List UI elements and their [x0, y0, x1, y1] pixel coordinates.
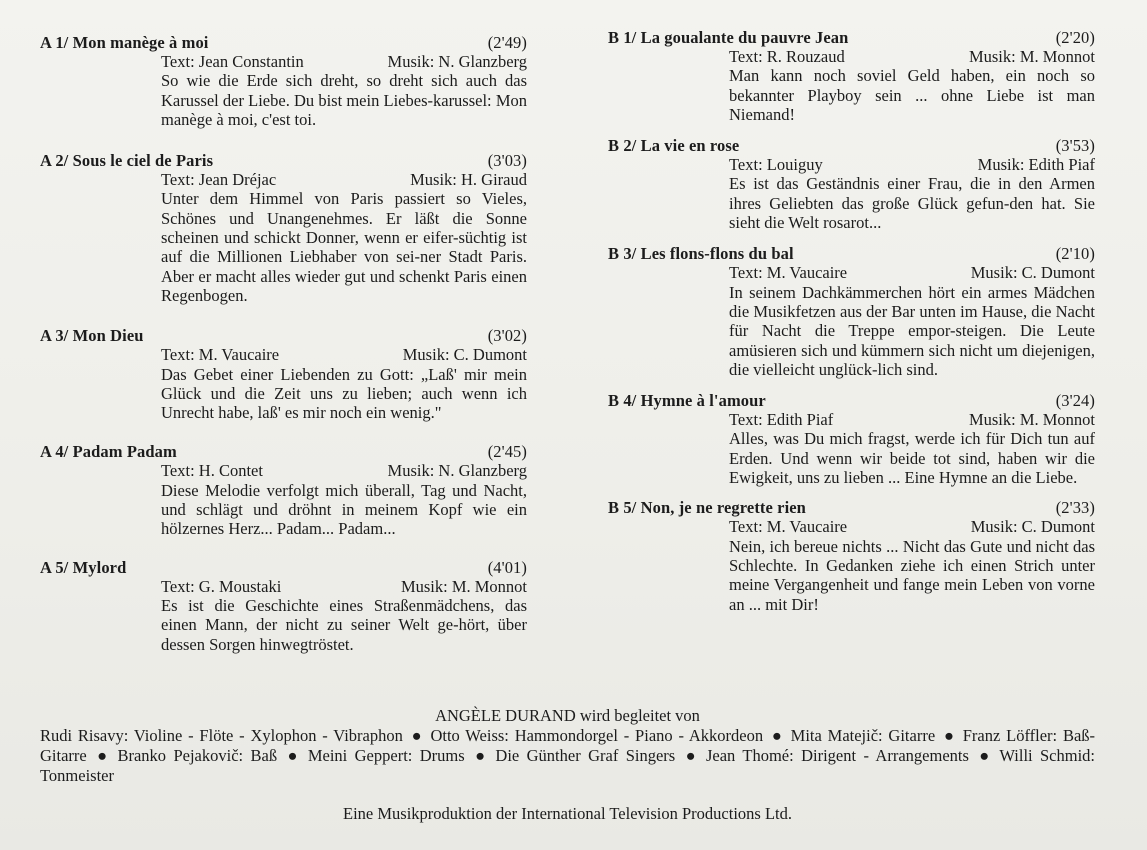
track-body [161, 577, 527, 654]
track-a2 [40, 151, 527, 305]
track-duration: (2'49) [487, 33, 527, 52]
track-body [729, 155, 1095, 232]
track-title: Non, je ne regrette rien [640, 498, 806, 518]
bullet-separator: ● [943, 726, 954, 745]
track-heading-title [40, 442, 177, 461]
track-body [729, 47, 1095, 124]
musician-credit: Branko Pejakovič: Baß [117, 746, 278, 765]
track-credits [161, 461, 527, 480]
track-duration: (3'02) [487, 326, 527, 346]
track-description: So wie die Erde sich dreht, so dreht sich auch das Karussel der Liebe. Du bist mein Liebes-karussel: Mon manège à moi, c'est toi. [161, 71, 527, 129]
lyricist-credit: Text: M. Vaucaire [729, 517, 848, 537]
track-title: Mylord [72, 557, 127, 577]
artist-line: ANGÈLE DURAND wird begleitet von [435, 706, 700, 725]
bullet-separator: ● [97, 746, 108, 765]
composer-credit: Musik: N. Glanzberg [387, 461, 527, 481]
track-heading [40, 151, 527, 170]
composer-credit: Musik: M. Monnot [400, 576, 527, 596]
track-heading-title [40, 558, 126, 577]
track-body [161, 52, 527, 129]
track-code: A 2/ [40, 151, 69, 171]
track-heading-title [40, 326, 144, 345]
composer-credit: Musik: C. Dumont [402, 345, 527, 365]
track-code: B 1/ [608, 28, 637, 47]
track-heading [608, 391, 1095, 410]
track-duration: (3'03) [487, 151, 527, 171]
track-body [729, 410, 1095, 487]
track-heading [40, 33, 527, 52]
track-heading [40, 558, 527, 577]
track-body [729, 517, 1095, 613]
track-code: A 5/ [40, 557, 69, 577]
track-credits [161, 52, 527, 71]
composer-credit: Musik: C. Dumont [970, 263, 1095, 283]
track-code: B 5/ [608, 498, 637, 518]
musician-credit: Jean Thomé: Dirigent - Arrangements [705, 746, 969, 765]
track-heading-title [608, 28, 848, 47]
lyricist-credit: Text: M. Vaucaire [729, 263, 848, 283]
bullet-separator: ● [411, 726, 422, 745]
lyricist-credit: Text: R. Rouzaud [729, 47, 845, 66]
track-code: B 3/ [608, 244, 637, 264]
track-heading-title [608, 136, 739, 155]
track-heading [608, 498, 1095, 517]
lyricist-credit: Text: Jean Dréjac [161, 170, 277, 190]
lyricist-credit: Text: Louiguy [729, 155, 823, 175]
track-code: A 1/ [40, 33, 69, 52]
musician-credit: Franz Löffler: Baß-Gitarre [40, 726, 1096, 765]
track-heading-title [608, 391, 766, 410]
bullet-separator: ● [475, 746, 486, 765]
track-title: Padam Padam [72, 442, 177, 462]
track-title: La vie en rose [640, 136, 740, 156]
track-duration: (2'10) [1055, 244, 1095, 264]
track-b1 [608, 28, 1095, 124]
track-description: Unter dem Himmel von Paris passiert so Vieles, Schönes und Unangenehmes. Er läßt die Sonne scheinen und schickt Donner, wenn er eifer-süchtig ist auf die Millionen Liebhaber von sei-ner Stadt Paris. Aber er macht alles wieder gut und schenkt Paris einen Regenbogen. [161, 189, 527, 305]
track-duration: (2'45) [487, 442, 527, 462]
track-duration: (3'24) [1055, 391, 1095, 411]
composer-credit: Musik: M. Monnot [968, 410, 1095, 430]
track-credits [729, 517, 1095, 536]
bullet-separator: ● [685, 746, 696, 765]
track-b4 [608, 391, 1095, 487]
lyricist-credit: Text: H. Contet [161, 461, 263, 481]
musician-credit: Willi Schmid: Tonmeister [40, 746, 1096, 785]
composer-credit: Musik: Edith Piaf [977, 155, 1095, 175]
track-description: Man kann noch soviel Geld haben, ein noch so bekannter Playboy sein ... ohne Liebe ist man Niemand! [729, 66, 1095, 124]
lyricist-credit: Text: Edith Piaf [729, 410, 834, 430]
track-duration: (4'01) [487, 557, 527, 577]
musicians-list [40, 726, 1095, 786]
composer-credit: Musik: M. Monnot [968, 47, 1095, 66]
lyricist-credit: Text: G. Moustaki [161, 576, 282, 596]
track-code: B 4/ [608, 391, 637, 411]
musician-credit: Mita Matejič: Gitarre [790, 726, 936, 745]
track-b3 [608, 244, 1095, 379]
track-heading [40, 442, 527, 461]
track-code: B 2/ [608, 136, 637, 156]
track-credits [161, 577, 527, 596]
track-description: Es ist die Geschichte eines Straßenmädchens, das einen Mann, der nicht zu seiner Welt ge-hört, über dessen Sorgen hinwegtröstet. [161, 595, 527, 654]
production-line: Eine Musikproduktion der International Television Productions Ltd. [342, 804, 792, 823]
musician-credit: Meini Geppert: Drums [307, 746, 465, 765]
track-credits [729, 155, 1095, 174]
track-description: Nein, ich bereue nichts ... Nicht das Gute und nicht das Schlechte. In Gedanken ziehe ich einen Strich unter meine Vergangenheit und fange mein Leben von vorne an ... mit Dir! [729, 536, 1095, 614]
musician-credit: Rudi Risavy: Violine - Flöte - Xylophon - Vibraphon [40, 726, 403, 745]
track-description: Alles, was Du mich fragst, werde ich für Dich tun auf Erden. Und wenn wir beide tot sind, haben wir die Ewigkeit, uns zu lieben ... Eine Hymne an die Liebe. [729, 429, 1095, 488]
track-heading-title [40, 33, 208, 52]
track-b5 [608, 498, 1095, 613]
track-code: A 3/ [40, 326, 69, 346]
track-code: A 4/ [40, 442, 69, 462]
musician-credit: Die Günther Graf Singers [495, 746, 676, 765]
track-description: Das Gebet einer Liebenden zu Gott: „Laß' mir mein Glück und die Zeit uns zu lieben; auch wenn ich Unrecht habe, laß' es mir noch ein wenig." [161, 364, 527, 423]
bullet-separator: ● [771, 726, 782, 745]
track-credits [161, 170, 527, 189]
track-credits [729, 410, 1095, 429]
track-description: In seinem Dachkämmerchen hört ein armes Mädchen die Musikfetzen aus der Bar unten im Hause, die Nacht für Nacht die Treppe empor-steigen. Die Leute amüsieren sich und kümmern sich nicht um diejenigen, die vielleicht unglück-lich sind. [729, 282, 1095, 379]
track-body [729, 263, 1095, 379]
track-description: Es ist das Geständnis einer Frau, die in den Armen ihres Geliebten das große Glück gefun-den hat. Sie sieht die Welt rosarot... [729, 174, 1095, 233]
track-title: La goualante du pauvre Jean [640, 28, 849, 47]
track-credits [161, 345, 527, 364]
track-title: Mon manège à moi [72, 33, 209, 52]
track-a4 [40, 442, 527, 538]
track-description: Diese Melodie verfolgt mich überall, Tag und Nacht, und schlägt und dröhnt in meinem Kopf wie ein hölzernes Herz... Padam... Padam... [161, 480, 527, 539]
track-duration: (2'20) [1055, 28, 1095, 47]
side-b-column [608, 28, 1095, 614]
track-heading-title [608, 244, 794, 263]
track-title: Les flons-flons du bal [640, 244, 794, 264]
composer-credit: Musik: H. Giraud [410, 170, 527, 190]
track-credits [729, 47, 1095, 66]
track-title: Sous le ciel de Paris [72, 151, 214, 171]
track-credits [729, 263, 1095, 282]
lyricist-credit: Text: Jean Constantin [161, 52, 304, 71]
side-a-column [40, 28, 527, 654]
track-heading-title [40, 151, 213, 170]
musician-credit: Otto Weiss: Hammondorgel - Piano - Akkordeon [430, 726, 764, 745]
track-heading [40, 326, 527, 345]
track-title: Mon Dieu [72, 326, 144, 346]
track-duration: (3'53) [1055, 136, 1095, 156]
track-a1 [40, 33, 527, 129]
track-title: Hymne à l'amour [640, 391, 766, 411]
track-a5 [40, 558, 527, 654]
accompaniment-credits [40, 706, 1095, 786]
bullet-separator: ● [979, 746, 990, 765]
track-body [161, 345, 527, 422]
composer-credit: Musik: C. Dumont [970, 517, 1095, 537]
track-heading [608, 244, 1095, 263]
track-heading [608, 28, 1095, 47]
track-a3 [40, 326, 527, 422]
lyricist-credit: Text: M. Vaucaire [161, 345, 280, 365]
track-body [161, 170, 527, 305]
track-b2 [608, 136, 1095, 232]
track-heading-title [608, 498, 806, 517]
composer-credit: Musik: N. Glanzberg [387, 52, 527, 71]
track-duration: (2'33) [1055, 498, 1095, 518]
bullet-separator: ● [287, 746, 298, 765]
track-body [161, 461, 527, 538]
track-heading [608, 136, 1095, 155]
